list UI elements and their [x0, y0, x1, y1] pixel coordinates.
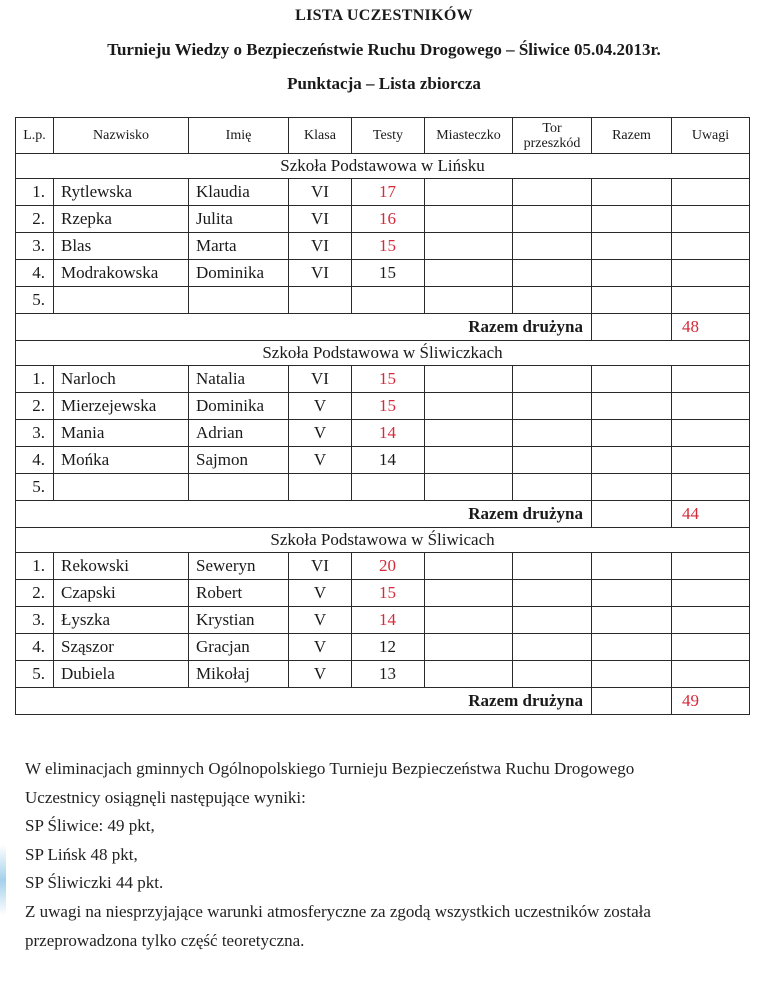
- cell-town: [425, 474, 513, 501]
- cell-town: [425, 553, 513, 580]
- note-line: SP Śliwiczki 44 pkt.: [25, 873, 164, 893]
- note-line: Uczestnicy osiągnęli następujące wyniki:: [25, 787, 306, 807]
- cell-obstacle-course: [513, 287, 592, 314]
- cell-lp: 5.: [16, 474, 54, 501]
- cell-surname: Czapski: [54, 580, 189, 607]
- cell-town: [425, 607, 513, 634]
- cell-lp: 5.: [16, 287, 54, 314]
- team-total-blank: [592, 688, 672, 715]
- cell-notes: [672, 474, 750, 501]
- cell-notes: [672, 607, 750, 634]
- cell-name: Krystian: [189, 607, 289, 634]
- table-row: [16, 553, 750, 580]
- note-line: Z uwagi na niesprzyjające warunki atmosferyczne za zgodą wszystkich uczestników została: [25, 901, 651, 921]
- cell-obstacle-course: [513, 474, 592, 501]
- cell-total: [592, 206, 672, 233]
- cell-tests: 15: [352, 580, 425, 607]
- column-header-notes: Uwagi: [672, 118, 750, 154]
- cell-notes: [672, 393, 750, 420]
- table-row: [16, 447, 750, 474]
- cell-name: Dominika: [189, 393, 289, 420]
- team-total-value: 44: [672, 501, 750, 528]
- team-total-value: 49: [672, 688, 750, 715]
- cell-tests: 17: [352, 179, 425, 206]
- note-line: przeprowadzona tylko część teoretyczna.: [25, 930, 305, 950]
- cell-obstacle-course: [513, 447, 592, 474]
- team-total-row: [16, 501, 750, 528]
- column-header-lp: L.p.: [16, 118, 54, 154]
- cell-total: [592, 233, 672, 260]
- cell-total: [592, 553, 672, 580]
- cell-notes: [672, 661, 750, 688]
- cell-town: [425, 420, 513, 447]
- cell-notes: [672, 447, 750, 474]
- school-name: Szkoła Podstawowa w Lińsku: [16, 154, 750, 179]
- column-header-name: Imię: [189, 118, 289, 154]
- cell-notes: [672, 366, 750, 393]
- cell-obstacle-course: [513, 580, 592, 607]
- cell-tests: 14: [352, 420, 425, 447]
- cell-surname: [54, 474, 189, 501]
- cell-lp: 4.: [16, 447, 54, 474]
- cell-class: [289, 474, 352, 501]
- table-row: [16, 393, 750, 420]
- school-name: Szkoła Podstawowa w Śliwiczkach: [16, 341, 750, 366]
- cell-class: V: [289, 393, 352, 420]
- cell-class: V: [289, 661, 352, 688]
- column-header-surname: Nazwisko: [54, 118, 189, 154]
- cell-class: VI: [289, 366, 352, 393]
- cell-obstacle-course: [513, 233, 592, 260]
- cell-class: VI: [289, 233, 352, 260]
- cell-lp: 2.: [16, 580, 54, 607]
- table-row: [16, 661, 750, 688]
- cell-town: [425, 287, 513, 314]
- cell-obstacle-course: [513, 420, 592, 447]
- cell-lp: 4.: [16, 260, 54, 287]
- cell-lp: 4.: [16, 634, 54, 661]
- team-total-row: [16, 314, 750, 341]
- team-total-blank: [592, 314, 672, 341]
- column-header-total: Razem: [592, 118, 672, 154]
- cell-surname: Modrakowska: [54, 260, 189, 287]
- cell-notes: [672, 580, 750, 607]
- cell-obstacle-course: [513, 260, 592, 287]
- table-row: [16, 366, 750, 393]
- cell-name: Klaudia: [189, 179, 289, 206]
- cell-notes: [672, 634, 750, 661]
- cell-class: V: [289, 607, 352, 634]
- cell-surname: Rzepka: [54, 206, 189, 233]
- cell-obstacle-course: [513, 553, 592, 580]
- cell-surname: Dubiela: [54, 661, 189, 688]
- cell-class: V: [289, 580, 352, 607]
- cell-town: [425, 233, 513, 260]
- cell-total: [592, 179, 672, 206]
- scan-edge-mark: [0, 845, 6, 915]
- cell-class: VI: [289, 553, 352, 580]
- team-total-value: 48: [672, 314, 750, 341]
- cell-town: [425, 393, 513, 420]
- column-header-obstacle-course: Tor przeszkód: [513, 118, 592, 154]
- cell-town: [425, 206, 513, 233]
- cell-tests: 14: [352, 607, 425, 634]
- school-header-row: [16, 154, 750, 179]
- cell-name: Natalia: [189, 366, 289, 393]
- cell-surname: Mońka: [54, 447, 189, 474]
- table-row: [16, 179, 750, 206]
- cell-obstacle-course: [513, 206, 592, 233]
- cell-town: [425, 580, 513, 607]
- team-total-label: Razem drużyna: [16, 501, 592, 528]
- cell-tests: 16: [352, 206, 425, 233]
- cell-obstacle-course: [513, 179, 592, 206]
- column-header-class: Klasa: [289, 118, 352, 154]
- school-name: Szkoła Podstawowa w Śliwicach: [16, 528, 750, 553]
- cell-name: [189, 287, 289, 314]
- cell-tests: 14: [352, 447, 425, 474]
- cell-name: Robert: [189, 580, 289, 607]
- cell-tests: 15: [352, 233, 425, 260]
- cell-total: [592, 366, 672, 393]
- column-header-tests: Testy: [352, 118, 425, 154]
- cell-class: [289, 287, 352, 314]
- cell-surname: Rytlewska: [54, 179, 189, 206]
- cell-lp: 3.: [16, 607, 54, 634]
- cell-total: [592, 447, 672, 474]
- cell-notes: [672, 420, 750, 447]
- cell-tests: 15: [352, 260, 425, 287]
- note-line: W eliminacjach gminnych Ogólnopolskiego Turnieju Bezpieczeństwa Ruchu Drogowego: [25, 759, 635, 778]
- cell-lp: 2.: [16, 393, 54, 420]
- team-total-label: Razem drużyna: [16, 314, 592, 341]
- cell-notes: [672, 179, 750, 206]
- cell-name: Sajmon: [189, 447, 289, 474]
- cell-obstacle-course: [513, 607, 592, 634]
- cell-class: V: [289, 447, 352, 474]
- cell-town: [425, 661, 513, 688]
- cell-lp: 3.: [16, 233, 54, 260]
- note-line: SP Śliwice: 49 pkt,: [25, 816, 155, 836]
- cell-name: Mikołaj: [189, 661, 289, 688]
- cell-name: Gracjan: [189, 634, 289, 661]
- cell-surname: Narloch: [54, 366, 189, 393]
- cell-lp: 5.: [16, 661, 54, 688]
- table-row: [16, 474, 750, 501]
- cell-notes: [672, 260, 750, 287]
- cell-name: Dominika: [189, 260, 289, 287]
- cell-town: [425, 260, 513, 287]
- cell-name: Seweryn: [189, 553, 289, 580]
- cell-tests: 13: [352, 661, 425, 688]
- cell-lp: 3.: [16, 420, 54, 447]
- table-row: [16, 607, 750, 634]
- cell-total: [592, 260, 672, 287]
- cell-total: [592, 420, 672, 447]
- table-row: [16, 634, 750, 661]
- cell-class: V: [289, 420, 352, 447]
- cell-tests: [352, 287, 425, 314]
- cell-tests: 12: [352, 634, 425, 661]
- team-total-row: [16, 688, 750, 715]
- cell-tests: [352, 474, 425, 501]
- cell-total: [592, 393, 672, 420]
- summary-notes: [25, 755, 755, 955]
- cell-name: Adrian: [189, 420, 289, 447]
- cell-surname: Łyszka: [54, 607, 189, 634]
- school-header-row: [16, 528, 750, 553]
- team-total-blank: [592, 501, 672, 528]
- cell-surname: [54, 287, 189, 314]
- cell-name: Marta: [189, 233, 289, 260]
- table-row: [16, 580, 750, 607]
- cell-surname: Mania: [54, 420, 189, 447]
- cell-town: [425, 179, 513, 206]
- table-row: [16, 287, 750, 314]
- cell-tests: 15: [352, 366, 425, 393]
- cell-class: VI: [289, 179, 352, 206]
- cell-town: [425, 366, 513, 393]
- table-row: [16, 420, 750, 447]
- document-title: LISTA UCZESTNIKÓW: [295, 7, 473, 24]
- cell-surname: Mierzejewska: [54, 393, 189, 420]
- table-row: [16, 206, 750, 233]
- table-row: [16, 260, 750, 287]
- cell-lp: 1.: [16, 366, 54, 393]
- cell-town: [425, 447, 513, 474]
- cell-town: [425, 634, 513, 661]
- cell-total: [592, 634, 672, 661]
- cell-total: [592, 607, 672, 634]
- results-table: [15, 117, 750, 715]
- cell-notes: [672, 233, 750, 260]
- cell-class: VI: [289, 206, 352, 233]
- cell-obstacle-course: [513, 661, 592, 688]
- cell-total: [592, 661, 672, 688]
- cell-notes: [672, 553, 750, 580]
- cell-total: [592, 474, 672, 501]
- cell-notes: [672, 287, 750, 314]
- cell-surname: Blas: [54, 233, 189, 260]
- cell-class: VI: [289, 260, 352, 287]
- cell-lp: 1.: [16, 179, 54, 206]
- cell-class: V: [289, 634, 352, 661]
- cell-notes: [672, 206, 750, 233]
- cell-lp: 2.: [16, 206, 54, 233]
- table-header-row: [16, 118, 750, 154]
- cell-surname: Rekowski: [54, 553, 189, 580]
- cell-surname: Sząszor: [54, 634, 189, 661]
- document-subtitle: Turnieju Wiedzy o Bezpieczeństwie Ruchu Drogowego – Śliwice 05.04.2013r.: [107, 40, 661, 59]
- document-subtitle-2: Punktacja – Lista zbiorcza: [287, 74, 481, 93]
- cell-total: [592, 287, 672, 314]
- team-total-label: Razem drużyna: [16, 688, 592, 715]
- cell-total: [592, 580, 672, 607]
- cell-lp: 1.: [16, 553, 54, 580]
- column-header-town: Miasteczko: [425, 118, 513, 154]
- school-header-row: [16, 341, 750, 366]
- table-row: [16, 233, 750, 260]
- cell-obstacle-course: [513, 634, 592, 661]
- note-line: SP Lińsk 48 pkt,: [25, 844, 138, 864]
- cell-name: Julita: [189, 206, 289, 233]
- cell-obstacle-course: [513, 366, 592, 393]
- cell-tests: 15: [352, 393, 425, 420]
- cell-obstacle-course: [513, 393, 592, 420]
- cell-tests: 20: [352, 553, 425, 580]
- cell-name: [189, 474, 289, 501]
